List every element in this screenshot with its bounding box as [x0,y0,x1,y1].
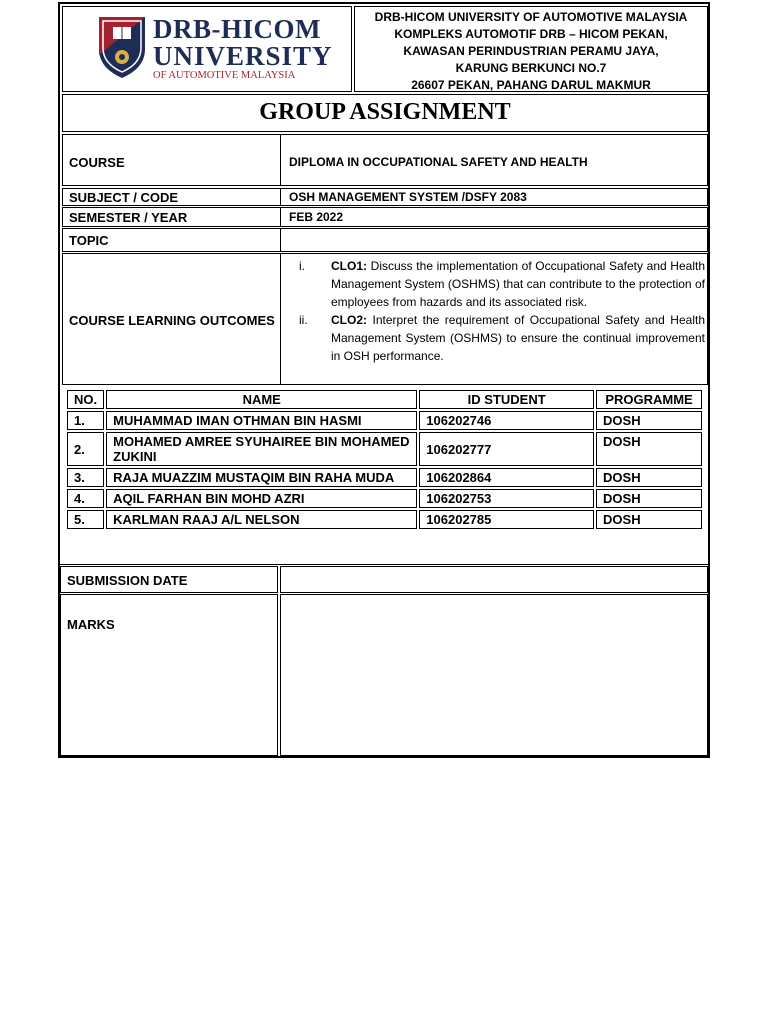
semester-value: FEB 2022 [289,210,344,224]
student-programme: DOSH [596,489,702,508]
submission-date-label: SUBMISSION DATE [67,573,188,588]
student-id: 106202777 [419,432,594,466]
marks-value-cell [280,594,708,756]
clo-code: CLO1: [331,259,367,273]
subject-value: OSH MANAGEMENT SYSTEM /DSFY 2083 [289,190,527,204]
student-programme: DOSH [596,510,702,529]
clo-item [331,311,705,365]
subject-row [62,188,708,206]
clo-label: COURSE LEARNING OUTCOMES [69,313,275,328]
student-programme: DOSH [596,432,702,466]
address-line: KARUNG BERKUNCI NO.7 [455,61,607,75]
logo-line-2: UNIVERSITY [153,41,333,71]
logo-panel [62,6,352,92]
assignment-cover-sheet [58,2,710,758]
university-shield-icon [97,15,147,79]
column-header: PROGRAMME [596,390,702,409]
page-title: GROUP ASSIGNMENT [259,99,511,125]
subject-label: SUBJECT / CODE [69,190,179,205]
column-header: NO. [67,390,104,409]
row-number: 5. [67,510,104,529]
university-address [355,9,707,94]
clo-list [331,257,705,365]
clo-item [331,257,705,311]
submission-date-label-cell [60,566,278,593]
table-row [67,510,702,529]
clo-number: ii. [299,313,308,327]
clo-row [62,253,708,385]
student-name: AQIL FARHAN BIN MOHD AZRI [106,489,417,508]
row-number: 1. [67,411,104,430]
course-row [62,134,708,186]
student-id: 106202864 [419,468,594,487]
student-name: KARLMAN RAAJ A/L NELSON [106,510,417,529]
address-line: 26607 PEKAN, PAHANG DARUL MAKMUR [411,78,651,92]
title-panel [62,94,708,132]
course-value: DIPLOMA IN OCCUPATIONAL SAFETY AND HEALTH [289,155,588,169]
address-line: KAWASAN PERINDUSTRIAN PERAMU JAYA, [403,44,659,58]
topic-label: TOPIC [69,233,109,248]
address-panel [354,6,708,92]
student-name: MUHAMMAD IMAN OTHMAN BIN HASMI [106,411,417,430]
semester-label: SEMESTER / YEAR [69,210,188,225]
table-row [67,468,702,487]
address-line: KOMPLEKS AUTOMOTIF DRB – HICOM PEKAN, [394,27,668,41]
student-id: 106202746 [419,411,594,430]
university-logo-text [153,15,333,83]
student-id: 106202785 [419,510,594,529]
semester-row [62,207,708,227]
topic-row [62,228,708,252]
logo-line-3: OF AUTOMOTIVE MALAYSIA [153,70,296,81]
column-header: NAME [106,390,417,409]
row-number: 4. [67,489,104,508]
clo-number: i. [299,259,305,273]
clo-code: CLO2: [331,313,367,327]
clo-text: Discuss the implementation of Occupational Safety and Health Management System (OSHMS) that can contribute to the protection of employees from hazards and its associated risk. [331,259,705,309]
logo-line-1: DRB-HICOM [153,14,321,44]
column-header: ID STUDENT [419,390,594,409]
table-header-row [67,390,702,409]
address-line: DRB-HICOM UNIVERSITY OF AUTOMOTIVE MALAYSIA [374,10,688,24]
student-programme: DOSH [596,411,702,430]
course-label: COURSE [69,155,125,170]
student-id: 106202753 [419,489,594,508]
marks-label-cell [60,594,278,756]
table-row [67,411,702,430]
row-number: 3. [67,468,104,487]
marks-label: MARKS [67,617,115,632]
row-number: 2. [67,432,104,466]
table-row [67,432,702,466]
student-name: RAJA MUAZZIM MUSTAQIM BIN RAHA MUDA [106,468,417,487]
student-name: MOHAMED AMREE SYUHAIREE BIN MOHAMED ZUKINI [106,432,417,466]
student-programme: DOSH [596,468,702,487]
students-table [65,388,704,531]
submission-date-value-cell [280,566,708,593]
table-row [67,489,702,508]
clo-text: Interpret the requirement of Occupational Safety and Health Management System (OSHMS) to ensure the continual improvement in OSH performance. [331,313,705,363]
